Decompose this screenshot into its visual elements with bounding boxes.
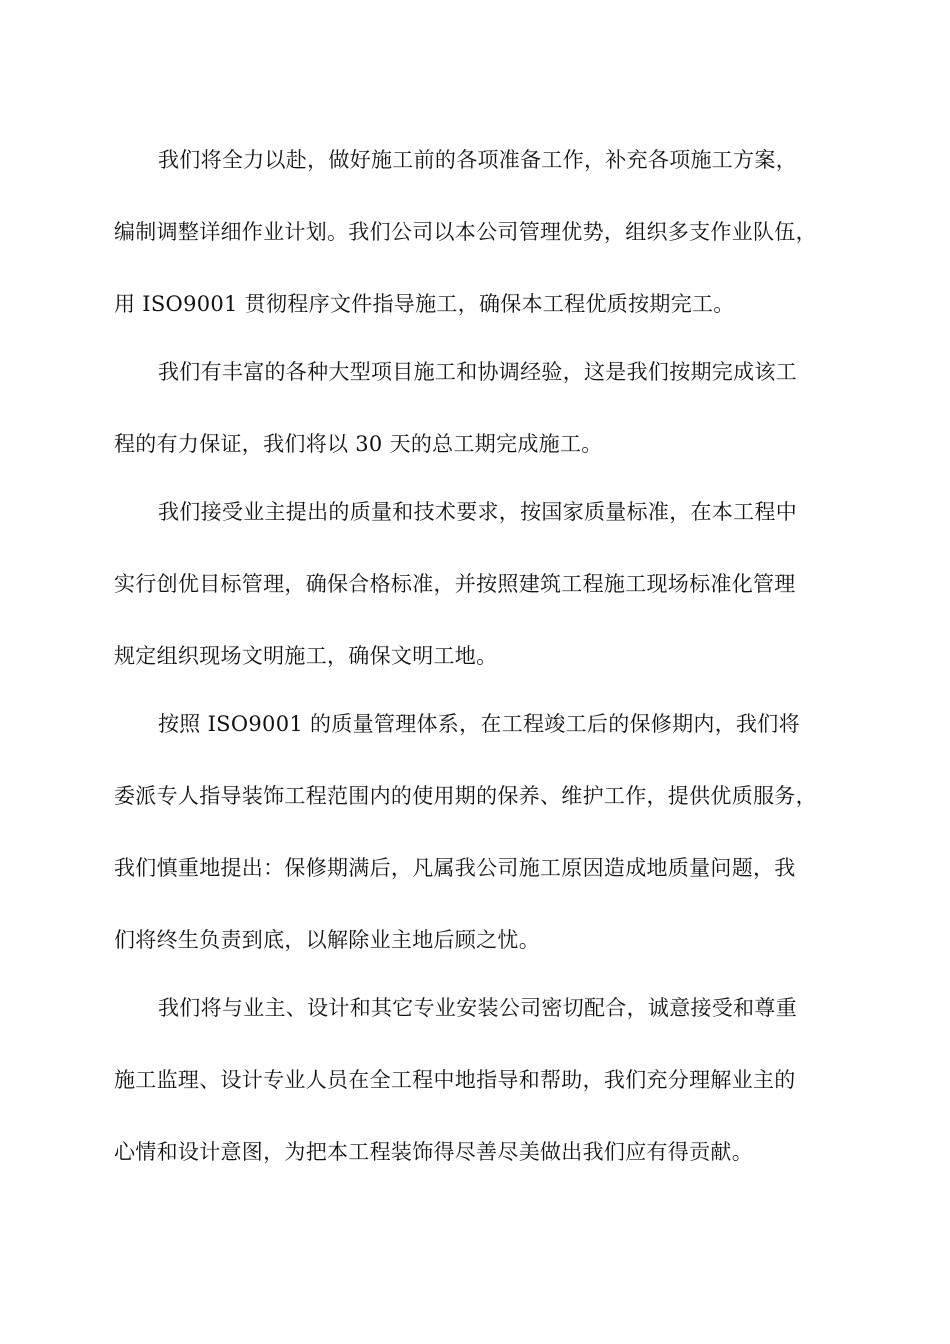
text-line: 我们慎重地提出：保修期满后，凡属我公司施工原因造成地质量问题，我 (114, 856, 796, 880)
text-line: 规定组织现场文明施工，确保文明工地。 (114, 644, 498, 668)
text-line: 施工监理、设计专业人员在全工程中地指导和帮助，我们充分理解业主的 (114, 1068, 796, 1092)
paragraph-warranty (114, 688, 849, 976)
text-line: 用 ISO9001 贯彻程序文件指导施工，确保本工程优质按期完工。 (114, 292, 735, 316)
text-line: 实行创优目标管理，确保合格标准，并按照建筑工程施工现场标准化管理 (114, 572, 796, 596)
text-line: 按照 ISO9001 的质量管理体系，在工程竣工后的保修期内，我们将 (158, 712, 800, 736)
document-body (114, 124, 849, 1188)
paragraph-quality (114, 476, 849, 692)
paragraph-experience (114, 336, 849, 480)
text-line: 我们将全力以赴，做好施工前的各项准备工作，补充各项施工方案， (158, 148, 797, 172)
text-line: 们将终生负责到底，以解除业主地后顾之忧。 (114, 928, 540, 952)
text-line: 程的有力保证，我们将以 30 天的总工期完成施工。 (114, 432, 603, 456)
text-line: 委派专人指导装饰工程范围内的使用期的保养、维护工作，提供优质服务， (114, 784, 817, 808)
text-line: 我们有丰富的各种大型项目施工和协调经验，这是我们按期完成该工 (158, 360, 797, 384)
text-line: 我们接受业主提出的质量和技术要求，按国家质量标准，在本工程中 (158, 500, 797, 524)
text-line: 编制调整详细作业计划。我们公司以本公司管理优势，组织多支作业队伍， (114, 220, 817, 244)
text-line: 心情和设计意图，为把本工程装饰得尽善尽美做出我们应有得贡献。 (114, 1140, 753, 1164)
text-line: 我们将与业主、设计和其它专业安装公司密切配合，诚意接受和尊重 (158, 996, 797, 1020)
paragraph-preparation (114, 124, 849, 340)
paragraph-cooperation (114, 972, 849, 1188)
